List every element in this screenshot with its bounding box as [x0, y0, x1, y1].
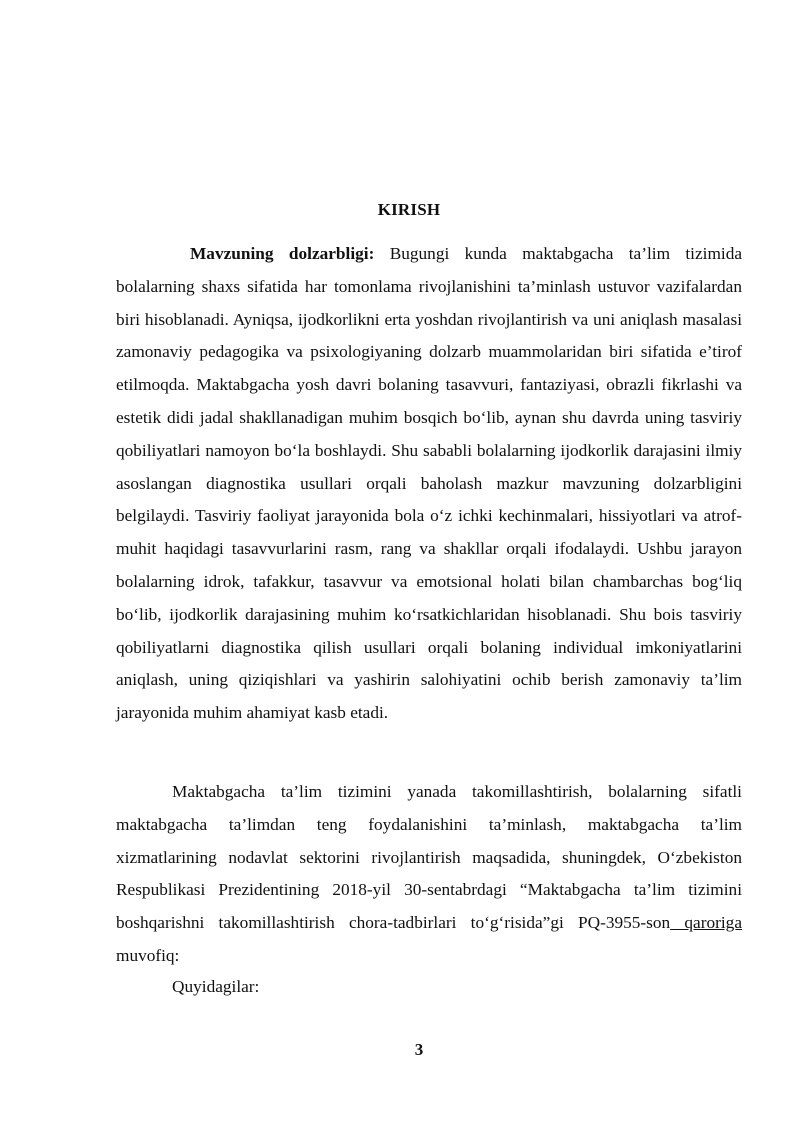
paragraph-lead: Mavzuning dolzarbligi:	[190, 244, 375, 263]
paragraph-list-intro: Quyidagilar:	[172, 977, 260, 996]
paragraph-relevance	[116, 238, 742, 730]
page-number: 3	[414, 1040, 424, 1059]
decree-link[interactable]: qaroriga	[670, 913, 742, 933]
paragraph-text: Maktabgacha ta’lim tizimini yanada takomillashtirish, bolalarning sifatli maktabgacha ta’limdan teng foydalanishini ta’minlash, maktabgacha ta’lim xizmatlarining nodavlat sektorini rivojlantirish maqsadida, shuningdek, O‘zbekiston Respublikasi Prezidentining 2018-yil 30-sentabrdagi “Maktabgacha ta’lim tizimini boshqarishni takomillashtirish chora-tadbirlari to‘g‘risida”gi PQ-3955-son	[116, 782, 742, 933]
paragraph-text: Bugungi kunda maktabgacha ta’lim tizimida bolalarning shaxs sifatida har tomonlama rivojlanishini ta’minlash ustuvor vazifalardan biri hisoblanadi. Ayniqsa, ijodkorlikni erta yoshdan rivojlantirish va uni aniqlash masalasi zamonaviy pedagogika va psixologiyaning dolzarb muammolaridan biri sifatida e’tirof etilmoqda. Maktabgacha yosh davri bolaning tasavvuri, fantaziyasi, obrazli fikrlashi va estetik didi jadal shakllanadigan muhim bosqich bo‘lib, aynan shu davrda uning tasviriy qobiliyatlari namoyon bo‘la boshlaydi. Shu sababli bolalarning ijodkorlik darajasini ilmiy asoslangan diagnostika usullari orqali baholash mazkur mavzuning dolzarbligini belgilaydi. Tasviriy faoliyat jarayonida bola o‘z ichki kechinmalari, hissiyotlari va atrof-muhit haqidagi tasavvurlarini rasm, rang va shakllar orqali ifodalaydi. Ushbu jarayon bolalarning idrok, tafakkur, tasavvur va emotsional holati bilan chambarchas bog‘liq bo‘lib, ijodkorlik darajasining muhim ko‘rsatkichlaridan hisoblanadi. Shu bois tasviriy qobiliyatlarni diagnostika qilish usullari orqali bolaning individual imkoniyatlarini aniqlash, uning qiziqishlari va yashirin salohiyatini ochib berish zamonaviy ta’lim jarayonida muhim ahamiyat kasb etadi.	[116, 244, 743, 723]
paragraph-tail: muvofiq:	[116, 945, 180, 965]
paragraph-decree	[116, 776, 742, 973]
section-heading: KIRISH	[377, 200, 441, 219]
